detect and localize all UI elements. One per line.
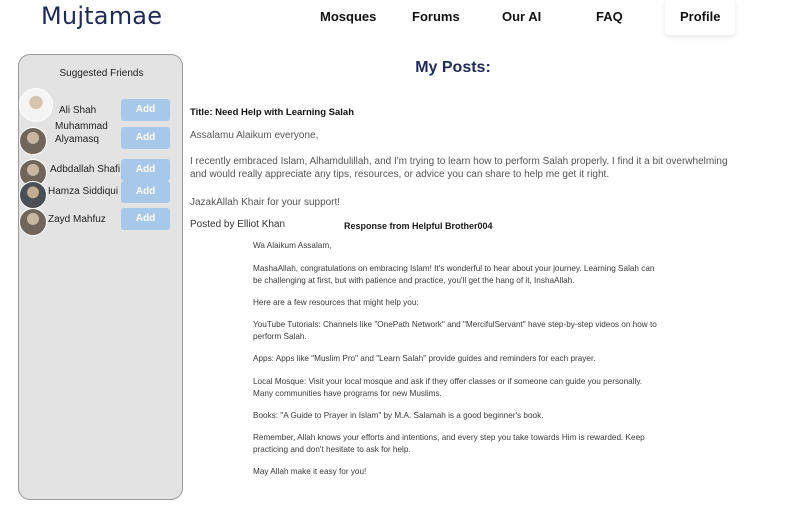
top-navigation-bar: [0, 0, 806, 40]
friend-name[interactable]: Adbdallah Shafi: [50, 164, 121, 175]
nav-faq[interactable]: FAQ: [596, 9, 623, 24]
response-line: be challenging at first, but with patience and practice, you'll get the hang of it, InshaAllah.: [253, 276, 575, 285]
response-line: Apps: Apps like "Muslim Pro" and "Learn Salah" provide guides and reminders for each prayer.: [253, 354, 596, 363]
nav-our-ai[interactable]: Our AI: [502, 9, 542, 24]
response-line: Local Mosque: Visit your local mosque and ask if they offer classes or if someone can guide you personally.: [253, 377, 643, 386]
friend-name[interactable]: Ali Shah: [59, 105, 97, 116]
main-nav: [0, 0, 806, 40]
response-line: May Allah make it easy for you!: [253, 467, 367, 476]
avatar[interactable]: [19, 88, 53, 122]
response-line: Remember, Allah knows your efforts and intentions, and every step you take towards Him is rewarded. Keep: [253, 433, 645, 442]
post-greeting: Assalamu Alaikum everyone,: [190, 130, 319, 141]
post-body-line: I recently embraced Islam, Alhamdulillah, and I'm trying to learn how to perform Salah properly. I find it a bit overwhelming: [190, 156, 728, 167]
site-logo-text[interactable]: Mujtamae: [41, 2, 163, 30]
response-line: YouTube Tutorials: Channels like "OnePath Network" and "MercifulServant" have step-by-step videos on how to: [253, 320, 657, 329]
post-closing: JazakAllah Khair for your support!: [190, 197, 341, 208]
add-friend-button[interactable]: Add: [121, 127, 170, 149]
post-body-line: and would really appreciate any tips, resources, or advice you can share to help me get it right.: [190, 169, 610, 180]
add-friend-button[interactable]: Add: [121, 159, 170, 181]
response-line: Many communities have programs for new Muslims.: [253, 389, 442, 398]
friend-name-line2[interactable]: Alyamasq: [55, 134, 99, 145]
response-line: Here are a few resources that might help you:: [253, 298, 419, 307]
response-line: Books: "A Guide to Prayer in Islam" by M.A. Salamah is a good beginner's book.: [253, 411, 544, 420]
response-title: Response from Helpful Brother004: [344, 221, 493, 231]
nav-mosques[interactable]: Mosques: [320, 9, 377, 24]
response-line: MashaAllah, congratulations on embracing Islam! It's wonderful to hear about your journey. Learning Salah can: [253, 264, 655, 273]
avatar[interactable]: [19, 181, 47, 209]
add-friend-button[interactable]: Add: [121, 208, 170, 230]
nav-profile[interactable]: [665, 0, 735, 35]
posted-by-label: Posted by Elliot Khan: [190, 219, 286, 230]
add-friend-button[interactable]: Add: [121, 99, 170, 121]
suggested-friends-title: Suggested Friends: [59, 68, 144, 79]
suggested-friends-panel: [18, 54, 183, 500]
nav-profile-label[interactable]: Profile: [680, 9, 721, 24]
friend-row: [19, 208, 182, 236]
my-posts-heading: My Posts:: [415, 59, 491, 76]
nav-forums[interactable]: Forums: [412, 9, 460, 24]
friend-row: [19, 181, 182, 209]
friend-row: [19, 121, 182, 153]
avatar[interactable]: [19, 127, 47, 155]
friend-name[interactable]: Zayd Mahfuz: [48, 214, 106, 225]
avatar[interactable]: [19, 208, 47, 236]
friend-row: [19, 90, 182, 118]
add-friend-button[interactable]: Add: [121, 181, 170, 203]
friend-name-line1[interactable]: Muhammad: [55, 121, 108, 132]
response-line: practicing and don't hesitate to ask for help.: [253, 445, 411, 454]
response-line: Wa Alaikum Assalam,: [253, 241, 332, 250]
response-line: perform Salah.: [253, 332, 307, 341]
post-title: Title: Need Help with Learning Salah: [190, 107, 354, 118]
friend-name[interactable]: Hamza Siddiqui: [48, 186, 119, 197]
